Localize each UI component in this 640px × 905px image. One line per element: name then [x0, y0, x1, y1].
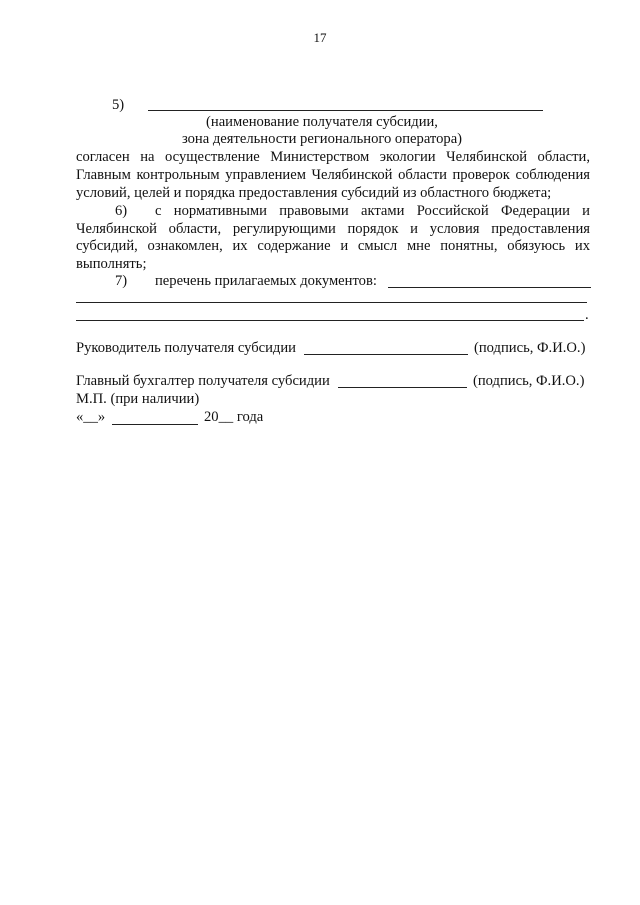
accountant-label: Главный бухгалтер получателя субсидии [76, 373, 330, 389]
item6-body-line1: Челябинской области, регулирующими порядок и условия предоставления [76, 221, 590, 237]
item5-row [112, 97, 552, 115]
item5-body-line3: условий, целей и порядка предоставления субсидий из областного бюджета; [76, 185, 552, 201]
head-hint: (подпись, Ф.И.О.) [474, 340, 586, 356]
date-month-line[interactable] [112, 424, 198, 425]
head-signature-row [76, 340, 592, 358]
item5-body-line2: Главным контрольным управлением Челябинской области проверок соблюдения [76, 167, 590, 183]
item5-body-line1: согласен на осуществление Министерством экологии Челябинской области, [76, 149, 590, 165]
accountant-hint: (подпись, Ф.И.О.) [473, 373, 585, 389]
item5-number: 5) [112, 97, 125, 113]
head-label: Руководитель получателя субсидии [76, 340, 296, 356]
item6-body-line3: выполнять; [76, 256, 147, 272]
accountant-signature-row [76, 373, 592, 391]
date-year: 20__ года [204, 409, 264, 425]
documents-line-1[interactable] [388, 287, 591, 288]
date-day: «__» [76, 409, 106, 425]
item7-label: перечень прилагаемых документов: [155, 273, 377, 289]
accountant-signature-line[interactable] [338, 387, 467, 388]
recipient-name-line[interactable] [148, 110, 543, 111]
page-number: 17 [313, 30, 327, 45]
stamp-note: М.П. (при наличии) [76, 391, 200, 407]
documents-line-3[interactable] [76, 320, 584, 321]
item6-number: 6) [115, 203, 128, 219]
item5-caption-line2: зона деятельности регионального оператора) [181, 131, 463, 147]
item7-number: 7) [115, 273, 128, 289]
documents-end-mark: . [585, 307, 589, 323]
item6-body-line2: субсидий, ознакомлен, их содержание и смысл мне понятны, обязуюсь их [76, 238, 590, 254]
item6-first-line: с нормативными правовыми актами Российской Федерации и [155, 203, 590, 219]
head-signature-line[interactable] [304, 354, 468, 355]
item5-caption-line1: (наименование получателя субсидии, [206, 114, 438, 130]
documents-line-2[interactable] [76, 302, 587, 303]
